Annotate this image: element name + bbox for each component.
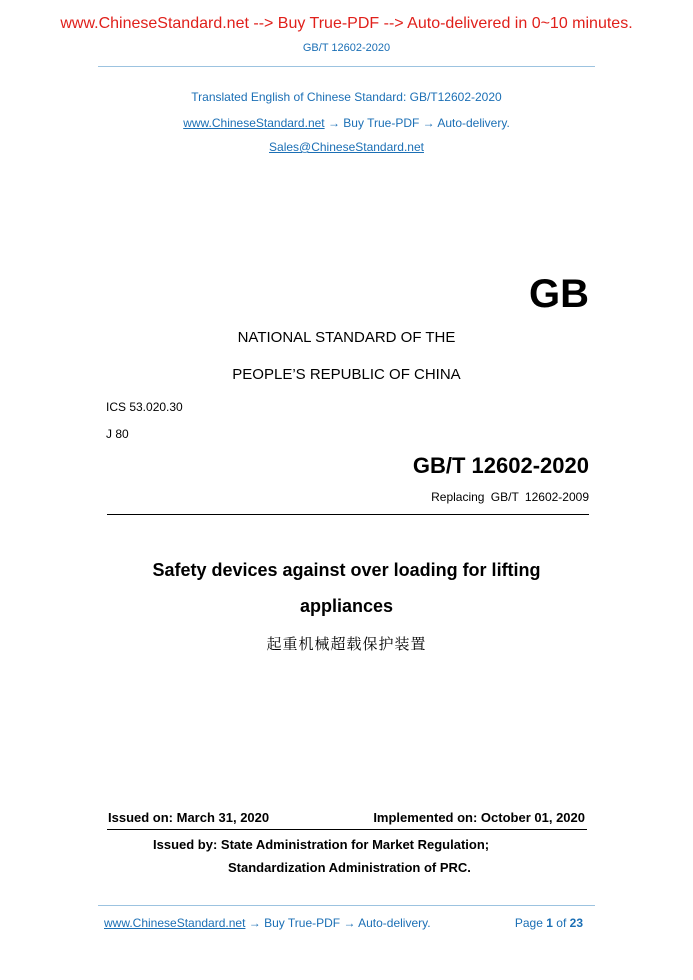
gb-mark: GB	[529, 272, 589, 316]
standard-number: GB/T 12602-2020	[412, 453, 589, 478]
sales-email-link[interactable]: Sales@ChineseStandard.net	[269, 140, 424, 154]
title-divider	[107, 514, 589, 515]
page-of: of	[556, 916, 567, 930]
national-standard-line2: PEOPLE’S REPUBLIC OF CHINA	[232, 366, 461, 383]
page-indicator	[515, 916, 583, 930]
page-label: Page	[514, 916, 543, 930]
buy-note: → Buy True-PDF → Auto-delivery.	[324, 116, 510, 130]
implemented-on-date: Implemented on: October 01, 2020	[373, 810, 585, 825]
page-total: 23	[569, 916, 583, 930]
footer-divider	[98, 905, 595, 906]
issue-divider	[107, 829, 587, 830]
page-current: 1	[546, 916, 553, 930]
header-divider	[98, 66, 595, 67]
footer-site-link[interactable]: www.ChineseStandard.net	[104, 916, 246, 930]
translation-links	[0, 116, 693, 130]
issued-by-line1: Issued by: State Administration for Market Regulation;	[153, 837, 490, 852]
footer-buy-note: → Buy True-PDF → Auto-delivery.	[245, 916, 431, 930]
footer-links	[104, 916, 431, 930]
promo-banner[interactable]: www.ChineseStandard.net --> Buy True-PDF --> Auto-delivered in 0~10 minutes.	[60, 15, 633, 32]
header-standard-code: GB/T 12602-2020	[302, 42, 391, 54]
issued-on-date: Issued on: March 31, 2020	[108, 810, 270, 825]
sales-email-row	[0, 140, 693, 154]
site-link[interactable]: www.ChineseStandard.net	[183, 116, 325, 130]
translation-note: Translated English of Chinese Standard: GB/T12602-2020	[191, 90, 502, 104]
title-zh: 起重机械超载保护装置	[266, 635, 427, 653]
replacing-note: Replacing GB/T 12602-2009	[431, 490, 589, 504]
national-standard-line1: NATIONAL STANDARD OF THE	[237, 329, 456, 346]
ccs-code: J 80	[106, 427, 129, 441]
ics-code: ICS 53.020.30	[106, 400, 183, 414]
title-en-line1: Safety devices against over loading for lifting	[152, 560, 541, 580]
title-en-line2: appliances	[299, 596, 394, 616]
issued-by-line2: Standardization Administration of PRC.	[228, 860, 471, 875]
